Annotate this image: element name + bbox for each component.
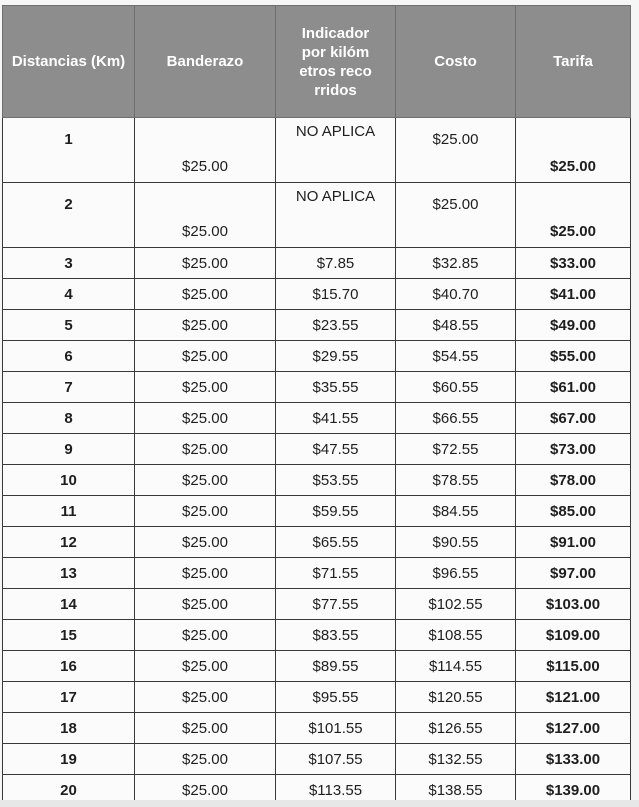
cell-indicador: $59.55 (276, 496, 396, 527)
cell-km: 4 (3, 279, 135, 310)
header-distancias: Distancias (Km) (3, 6, 135, 118)
cell-indicador: $53.55 (276, 465, 396, 496)
table-row (3, 620, 631, 651)
cell-tarifa: $33.00 (516, 248, 631, 279)
cell-km: 18 (3, 713, 135, 744)
cell-banderazo: $25.00 (135, 496, 276, 527)
cell-km: 2 (3, 183, 135, 248)
cell-costo: $108.55 (396, 620, 516, 651)
cell-banderazo: $25.00 (135, 651, 276, 682)
cell-indicador: $29.55 (276, 341, 396, 372)
cell-km: 19 (3, 744, 135, 775)
cell-banderazo: $25.00 (135, 118, 276, 183)
cell-banderazo: $25.00 (135, 744, 276, 775)
cell-costo: $25.00 (396, 183, 516, 248)
cell-tarifa: $55.00 (516, 341, 631, 372)
cell-tarifa: $73.00 (516, 434, 631, 465)
cell-costo: $102.55 (396, 589, 516, 620)
cell-costo: $126.55 (396, 713, 516, 744)
cell-tarifa: $85.00 (516, 496, 631, 527)
cell-indicador: $77.55 (276, 589, 396, 620)
table-row (3, 527, 631, 558)
cell-costo: $84.55 (396, 496, 516, 527)
cell-indicador: $23.55 (276, 310, 396, 341)
table-row (3, 279, 631, 310)
table-row (3, 403, 631, 434)
cell-km: 7 (3, 372, 135, 403)
fare-table (2, 5, 631, 806)
cell-indicador: $41.55 (276, 403, 396, 434)
table-row (3, 341, 631, 372)
cell-tarifa: $78.00 (516, 465, 631, 496)
cell-km: 5 (3, 310, 135, 341)
cell-tarifa: $121.00 (516, 682, 631, 713)
cell-tarifa: $25.00 (516, 118, 631, 183)
cell-banderazo: $25.00 (135, 527, 276, 558)
cell-costo: $54.55 (396, 341, 516, 372)
cell-km: 1 (3, 118, 135, 183)
cell-indicador: $35.55 (276, 372, 396, 403)
cell-costo: $138.55 (396, 775, 516, 806)
cell-costo: $60.55 (396, 372, 516, 403)
cell-costo: $72.55 (396, 434, 516, 465)
cell-tarifa: $115.00 (516, 651, 631, 682)
cell-km: 16 (3, 651, 135, 682)
cell-banderazo: $25.00 (135, 558, 276, 589)
table-row (3, 310, 631, 341)
cell-indicador: $101.55 (276, 713, 396, 744)
table-header-row (3, 6, 631, 118)
cell-banderazo: $25.00 (135, 682, 276, 713)
cell-banderazo: $25.00 (135, 775, 276, 806)
cell-banderazo: $25.00 (135, 403, 276, 434)
table-row (3, 558, 631, 589)
table-row (3, 248, 631, 279)
cell-indicador: $47.55 (276, 434, 396, 465)
cell-costo: $132.55 (396, 744, 516, 775)
page-bottom-edge (0, 800, 639, 807)
cell-tarifa: $103.00 (516, 589, 631, 620)
cell-costo: $25.00 (396, 118, 516, 183)
cell-tarifa: $25.00 (516, 183, 631, 248)
table-row (3, 589, 631, 620)
cell-tarifa: $133.00 (516, 744, 631, 775)
table-row (3, 744, 631, 775)
cell-km: 17 (3, 682, 135, 713)
cell-km: 20 (3, 775, 135, 806)
cell-indicador: $65.55 (276, 527, 396, 558)
cell-banderazo: $25.00 (135, 713, 276, 744)
header-tarifa: Tarifa (516, 6, 631, 118)
cell-indicador: $71.55 (276, 558, 396, 589)
table-row (3, 118, 631, 183)
cell-indicador: $113.55 (276, 775, 396, 806)
cell-tarifa: $91.00 (516, 527, 631, 558)
cell-costo: $114.55 (396, 651, 516, 682)
cell-km: 9 (3, 434, 135, 465)
cell-banderazo: $25.00 (135, 279, 276, 310)
cell-costo: $66.55 (396, 403, 516, 434)
cell-indicador: $7.85 (276, 248, 396, 279)
cell-km: 14 (3, 589, 135, 620)
cell-tarifa: $41.00 (516, 279, 631, 310)
table-row (3, 496, 631, 527)
cell-costo: $120.55 (396, 682, 516, 713)
header-costo: Costo (396, 6, 516, 118)
cell-indicador: $83.55 (276, 620, 396, 651)
cell-banderazo: $25.00 (135, 589, 276, 620)
cell-costo: $48.55 (396, 310, 516, 341)
cell-tarifa: $61.00 (516, 372, 631, 403)
cell-banderazo: $25.00 (135, 465, 276, 496)
cell-banderazo: $25.00 (135, 434, 276, 465)
cell-indicador: NO APLICA (276, 183, 396, 248)
cell-km: 6 (3, 341, 135, 372)
cell-km: 8 (3, 403, 135, 434)
table-row (3, 682, 631, 713)
cell-banderazo: $25.00 (135, 183, 276, 248)
cell-costo: $78.55 (396, 465, 516, 496)
cell-km: 15 (3, 620, 135, 651)
cell-tarifa: $127.00 (516, 713, 631, 744)
cell-indicador: NO APLICA (276, 118, 396, 183)
header-indicador: Indicador por kilómetros recorridos (276, 6, 396, 118)
cell-indicador: $89.55 (276, 651, 396, 682)
cell-banderazo: $25.00 (135, 310, 276, 341)
cell-tarifa: $139.00 (516, 775, 631, 806)
cell-km: 10 (3, 465, 135, 496)
cell-banderazo: $25.00 (135, 620, 276, 651)
cell-banderazo: $25.00 (135, 341, 276, 372)
table-row (3, 651, 631, 682)
cell-km: 3 (3, 248, 135, 279)
cell-km: 13 (3, 558, 135, 589)
table-row (3, 713, 631, 744)
table-row (3, 465, 631, 496)
cell-tarifa: $109.00 (516, 620, 631, 651)
cell-tarifa: $67.00 (516, 403, 631, 434)
cell-tarifa: $49.00 (516, 310, 631, 341)
cell-costo: $40.70 (396, 279, 516, 310)
table-row (3, 372, 631, 403)
cell-costo: $90.55 (396, 527, 516, 558)
cell-banderazo: $25.00 (135, 372, 276, 403)
cell-banderazo: $25.00 (135, 248, 276, 279)
cell-indicador: $107.55 (276, 744, 396, 775)
cell-costo: $32.85 (396, 248, 516, 279)
cell-costo: $96.55 (396, 558, 516, 589)
header-banderazo: Banderazo (135, 6, 276, 118)
table-row (3, 183, 631, 248)
cell-km: 12 (3, 527, 135, 558)
cell-km: 11 (3, 496, 135, 527)
cell-tarifa: $97.00 (516, 558, 631, 589)
cell-indicador: $15.70 (276, 279, 396, 310)
cell-indicador: $95.55 (276, 682, 396, 713)
table-row (3, 434, 631, 465)
